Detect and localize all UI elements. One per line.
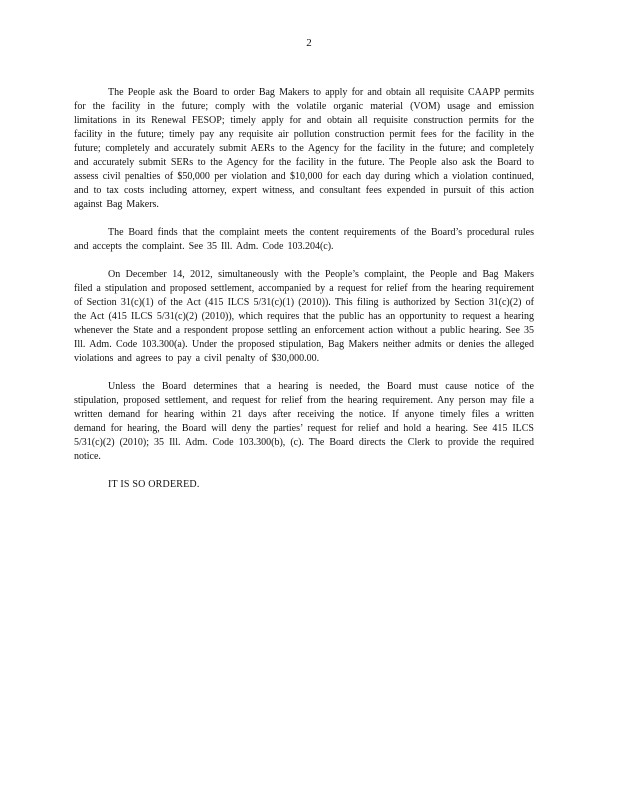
paragraph-stipulation-filed: On December 14, 2012, simultaneously with the People’s complaint, the People and Bag Makers filed a stipulation and proposed settlement, accompanied by a request for relief from the hearing requirement of Section 31(c)(1) of the Act (415 ILCS 5/31(c)(1) (2010)). This filing is authorized by Section 31(c)(2) of the Act (415 ILCS 5/31(c)(2) (2010)), which requires that the public has an opportunity to request a hearing whenever the State and a respondent propose settling an enforcement action without a public hearing. See 35 Ill. Adm. Code 103.300(a). Under the proposed stipulation, Bag Makers neither admits or denies the alleged violations and agrees to pay a civil penalty of $30,000.00. [74,269,534,364]
paragraph-complaint-accepted: The Board finds that the complaint meets the content requirements of the Board’s procedural rules and accepts the complaint. See 35 Ill. Adm. Code 103.204(c). [74,227,534,252]
closing-order: IT IS SO ORDERED. [108,479,200,490]
paragraph-requested-relief: The People ask the Board to order Bag Makers to apply for and obtain all requisite CAAPP permits for the facility in the future; comply with the volatile organic material (VOM) usage and emission limitations in its Renewal FESOP; timely apply for and obtain all requisite construction permits for the facility in the future; timely pay any requisite air pollution construction permit fees for the facility in the future; completely and accurately submit AERs to the Agency for the facility in the future; and completely and accurately submit SERs to the Agency for the facility in the future. The People also ask the Board to assess civil penalties of $50,000 per violation and $10,000 for each day during which a violation continued, and to tax costs including attorney, expert witness, and consultant fees expended in pursuit of this action against Bag Makers. [74,87,534,210]
paragraph-hearing-notice: Unless the Board determines that a hearing is needed, the Board must cause notice of the stipulation, proposed settlement, and request for relief from the hearing requirement. Any person may file a written demand for hearing within 21 days after receiving the notice. If anyone timely files a written demand for hearing, the Board will deny the parties’ request for relief and hold a hearing. See 415 ILCS 5/31(c)(2) (2010); 35 Ill. Adm. Code 103.300(b), (c). The Board directs the Clerk to provide the required notice. [74,381,534,462]
page-number: 2 [306,37,312,49]
document-body [74,86,534,492]
